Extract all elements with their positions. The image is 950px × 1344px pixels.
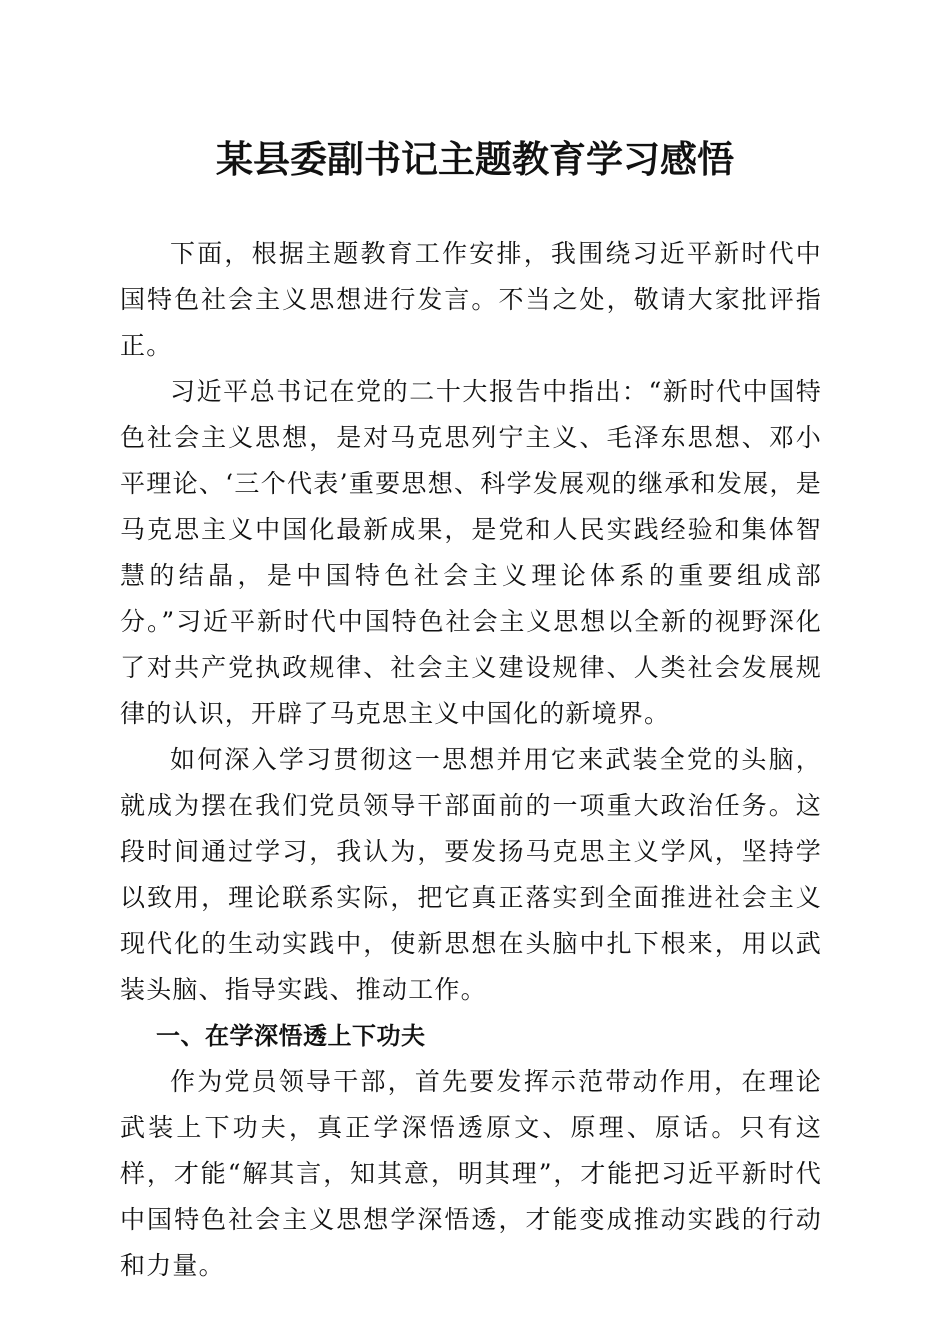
section-heading: 一、在学深悟透上下功夫 bbox=[156, 1022, 426, 1050]
paragraph-report-quote: 习近平总书记在党的二十大报告中指出：“新时代中国特色社会主义思想，是对马克思列宁主义、毛泽东思想、邓小平理论、‘三个代表’重要思想、科学发展观的继承和发展，是马克思主义中国化最新成果，是党和人民实践经验和集体智慧的结晶，是中国特色社会主义理论体系的重要组成部分。”习近平新时代中国特色社会主义思想以全新的视野深化了对共产党执政规律、社会主义建设规律、人类社会发展规律的认识，开辟了马克思主义中国化的新境界。 bbox=[120, 377, 822, 728]
document-body bbox=[120, 231, 822, 1289]
document-title: 某县委副书记主题教育学习感悟 bbox=[216, 137, 734, 181]
paragraph-intro: 下面，根据主题教育工作安排，我围绕习近平新时代中国特色社会主义思想进行发言。不当之处，敬请大家批评指正。 bbox=[120, 239, 822, 360]
paragraph-section-one: 作为党员领导干部，首先要发挥示范带动作用，在理论武装上下功夫，真正学深悟透原文、原理、原话。只有这样，才能“解其言，知其意，明其理”，才能把习近平新时代中国特色社会主义思想学深悟透，才能变成推动实践的行动和力量。 bbox=[120, 1067, 822, 1280]
paragraph-study-task: 如何深入学习贯彻这一思想并用它来武装全党的头脑，就成为摆在我们党员领导干部面前的一项重大政治任务。这段时间通过学习，我认为，要发扬马克思主义学风，坚持学以致用，理论联系实际，把它真正落实到全面推进社会主义现代化的生动实践中，使新思想在头脑中扎下根来，用以武装头脑、指导实践、推动工作。 bbox=[120, 745, 822, 1004]
